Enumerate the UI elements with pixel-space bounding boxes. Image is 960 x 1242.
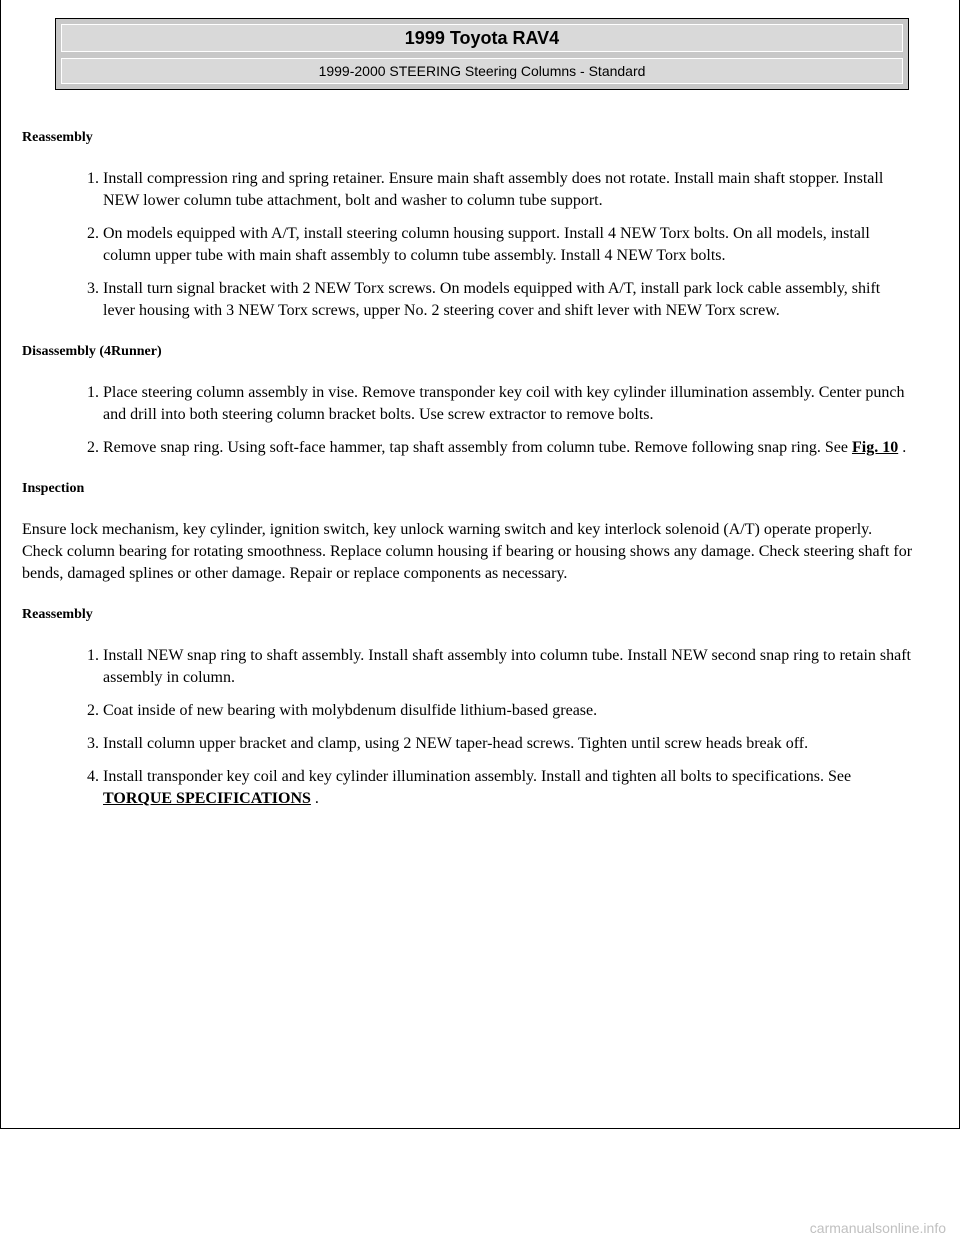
list-item: 1. Install NEW snap ring to shaft assembly. Install shaft assembly into column tube. Install NEW second snap ring to retain shaft assembly in column.: [103, 645, 912, 689]
section-heading-disassembly: Disassembly (4Runner): [22, 344, 162, 359]
list-item: 3. Install column upper bracket and clamp, using 2 NEW taper-head screws. Tighten until screw heads break off.: [103, 733, 912, 755]
step-text: Remove snap ring. Using soft-face hammer, tap shaft assembly from column tube. Remove following snap ring. See: [103, 439, 848, 456]
step-suffix: .: [310, 790, 319, 807]
watermark-text: carmanualsonline.info: [809, 1220, 946, 1236]
reassembly-steps: [22, 168, 912, 322]
document-body: [22, 128, 912, 830]
list-item: [103, 437, 912, 459]
section-heading-reassembly: Reassembly: [22, 130, 93, 145]
header-subtitle: 1999-2000 STEERING Steering Columns - Standard: [61, 58, 903, 84]
list-item: 2. On models equipped with A/T, install steering column housing support. Install 4 NEW Torx bolts. On all models, install column upper tube with main shaft assembly to column tube assembly. Install 4 NEW Torx bolts.: [103, 223, 912, 267]
reassembly-steps-2: [22, 645, 912, 810]
disassembly-steps: [22, 382, 912, 459]
list-item: 1. Install compression ring and spring retainer. Ensure main shaft assembly does not rotate. Install main shaft stopper. Install NEW lower column tube attachment, bolt and washer to column tube support.: [103, 168, 912, 212]
list-item: 2. Coat inside of new bearing with molybdenum disulfide lithium-based grease.: [103, 700, 912, 722]
torque-specifications-link[interactable]: TORQUE SPECIFICATIONS: [103, 790, 311, 807]
list-item: 3. Install turn signal bracket with 2 NEW Torx screws. On models equipped with A/T, install park lock cable assembly, shift lever housing with 3 NEW Torx screws, upper No. 2 steering cover and shift lever with NEW Torx screw.: [103, 278, 912, 322]
list-item: [103, 766, 912, 810]
step-suffix: .: [898, 439, 907, 456]
list-item: 1. Place steering column assembly in vise. Remove transponder key coil with key cylinder illumination assembly. Center punch and drill into both steering column bracket bolts. Use screw extractor to remove bolts.: [103, 382, 912, 426]
section-heading-reassembly-2: Reassembly: [22, 607, 93, 622]
header-title: 1999 Toyota RAV4: [61, 24, 903, 52]
fig-10-link[interactable]: Fig. 10: [851, 439, 899, 456]
inspection-paragraph: Ensure lock mechanism, key cylinder, ignition switch, key unlock warning switch and key interlock solenoid (A/T) operate properly. Check column bearing for rotating smoothness. Replace column housing if bearing or housing shows any damage. Check steering shaft for bends, damaged splines or other damage. Repair or replace components as necessary.: [22, 521, 913, 582]
page-header: [55, 18, 909, 90]
section-heading-inspection: Inspection: [22, 481, 85, 496]
step-text: Install transponder key coil and key cylinder illumination assembly. Install and tighten all bolts to specifications. See: [103, 768, 852, 785]
